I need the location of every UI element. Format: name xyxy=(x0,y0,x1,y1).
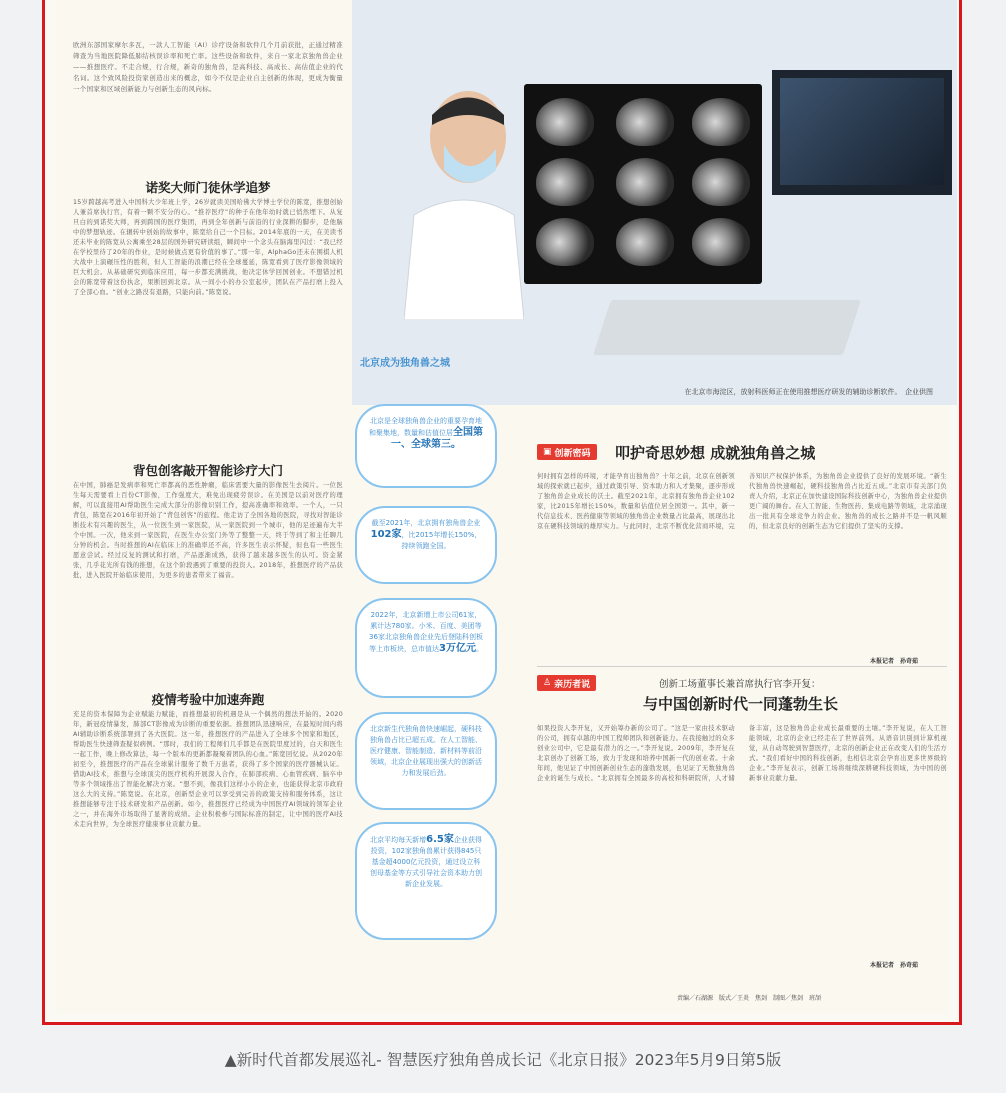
article1-title: 叩护奇思妙想 成就独角兽之城 xyxy=(615,444,816,462)
bubble-5-num: 6.5家 xyxy=(426,834,454,845)
bubble-fact-1 xyxy=(355,404,497,488)
article1-text: 何时拥有怎样的环境，才能孕育出独角兽？十年之前，北京在创新领域的探索就已起步，通过政策引导、资本助力和人才集聚，逐步形成了独角兽企业成长的沃土。截至2021年，北京拥有独角兽企业102家，比2015年增长150%，数量和估值位居全国第一。其中，新一代信息技术、医药健康等领域的独角兽企业数量占比最高，展现出北京在硬科技领域的雄厚实力。与此同时，北京不断优化营商环境，完善知识产权保护体系，为独角兽企业提供了良好的发展环境。“新生代独角兽快速崛起，硬科技独角兽占比近五成。”北京市有关部门负责人介绍，北京正在加快建设国际科技创新中心，为独角兽企业提供更广阔的舞台。在人工智能、生物医药、集成电路等领域，北京涌现出一批具有全球竞争力的企业。独角兽的成长之路并不是一帆风顺的，但北京良好的创新生态为它们提供了坚实的支撑。 xyxy=(537,473,947,530)
section2-heading: 背包创客敲开智能诊疗大门 xyxy=(132,463,283,478)
ct-monitor-image xyxy=(524,84,762,284)
bubble-4-pre: 北京新生代独角兽快速崛起，硬科技独角兽占比已超五成。在人工智能、医疗健康、智能制造、新材料等前沿领域，北京企业展现出强大的创新活力和发展后劲。 xyxy=(370,725,482,777)
doctor-photo xyxy=(352,0,957,405)
bubble-2-pre: 截至2021年，北京拥有独角兽企业 xyxy=(371,519,481,527)
section2-text: 在中国，肺癌是发病率和死亡率都高的恶性肿瘤，临床需要大量的影像医生去阅片。一位医生每天需要看上百份CT影像，工作强度大，难免出现疲劳误诊。在美国是以前对医疗的理解，可以直接用AI帮助医生完成大部分的影像识别工作，提高准确率和效率。一个人，一只背包，陈宽在2016年初开始了“背包创客”的旅程。他走访了全国各地的医院，寻找对智能诊断技术有兴趣的医生，从一位医生到一家医院，从一家医院到一个城市，他的足迹遍布大半个中国。一次，他来到一家医院，在医生办公室门外等了整整一天，终于等到了和主任聊几分钟的机会。当时推想的AI在临床上的准确率还不高，许多医生表示怀疑，但也有一些医生愿意尝试。经过反复的测试和打磨，产品逐渐成熟，获得了越来越多医生的认可。资金紧张，几乎花光所有钱的推想，在这个阶段遇到了重要的投资人。2018年，推想医疗的产品获批，进入医院开始临床使用，为更多的患者带来了福音。 xyxy=(73,482,343,579)
tag-witness-label: 亲历者说 xyxy=(554,679,591,690)
bubble-1-pre: 北京是全球独角兽企业的重要孕育地和聚集地，数量和估值位居 xyxy=(369,417,482,437)
article2-editor: 本报记者 孙奇茹 xyxy=(870,962,919,969)
section1-text: 15岁跨越高考进入中国科大少年班上学，26岁就读美国哈佛大学博士学位的陈宽，推想创始人兼首席执行官，有着一颗不安分的心。“推荐医疗”的种子在他年幼时就已悄然埋下。从复旦白的到诺奖大师，再到跨国的医疗集团，再到全年创新与前沿的行业深耕的脚步，是他脑中的梦想轨迹。在辗转中创始的故事中，陈宽给自己一个目标。2014年底的一天，在美读书还未毕业的陈宽从公寓乘坐28层的国外研究研读组，瞬间中一个念头在脑海里闪过：“我已经在学校里待了20年的作业，是时候做点更有价值的事了。”那一年，AlphaGo还未在围棋人机大战中上演碾压性的胜利，但人工智能的浪潮已经在全球蔓延，陈宽看到了医疗影像领域的巨大机会。从基础研究到临床应用，每一步都充满挑战，他决定休学回国创业。不想错过机会的陈宽带着这份执念，果断回到北京。从一间小小的办公室起步，团队在产品打磨上投入了全部心血。“创业之路没有退路，只能向前。”陈宽说。 xyxy=(73,199,343,296)
intro-text: 欧洲东部国家摩尔多瓦，一款人工智能（AI）诊疗设备和软件几个月前获批，正通过精准筛查为当地医院降低肺结核误诊率和死亡率。这些设备和软件，来自一家北京独角兽企业——推想医疗。不走合规，行合规，新奇的独角兽，是高科技、高成长、高估值企业的代名词。这个致风险投资家创造出来的概念，如今不仅是企业自主创新的体现，更成为衡量一个国家和区域创新能力与创新生态的风向标。 xyxy=(73,41,343,93)
bubble-fact-2 xyxy=(355,506,497,584)
bubble-3-num: 3万亿元 xyxy=(439,643,476,654)
section3-heading: 疫情考验中加速奔跑 xyxy=(151,692,265,707)
bubble-fact-5 xyxy=(355,822,497,940)
newspaper-page xyxy=(55,0,949,1014)
bubble-2-num: 102家 xyxy=(370,529,402,540)
bubble-5-post: 企业获得投资，102家独角兽累计获得845只基金超4000亿元投资，通过设立科创母基金等方式引导社会资本助力创新企业发展。 xyxy=(370,836,482,888)
newspaper-frame xyxy=(42,0,962,1025)
bubble-2-post: ，比2015年增长150%，持续领跑全国。 xyxy=(401,531,482,550)
section1-heading: 诺奖大师门徒休学追梦 xyxy=(145,180,271,195)
article-divider xyxy=(537,666,947,667)
article2-title: 与中国创新时代一同蓬勃生长 xyxy=(643,695,839,713)
bubble-1-post: 全国第一、全球第三。 xyxy=(391,427,483,450)
article2-text: 如果投资人李开复，又开始筹办新的公司了。“这是一家由技术驱动的公司，拥有卓越的中国工程师团队和创新能力。在我接触过的众多创业公司中，它是最有潜力的之一。”李开复说。2009年，李开复在北京创办了创新工场，致力于发现和培养中国新一代的创业者。十余年间，他见证了中国创新创业生态的蓬勃发展，也见证了无数独角兽企业的诞生与成长。“北京拥有全国最多的高校和科研院所，人才储备丰富，这是独角兽企业成长最重要的土壤。”李开复说，在人工智能领域，北京的企业已经走在了世界前列。从语音识别到计算机视觉，从自动驾驶到智慧医疗，北京的创新企业正在改变人们的生活方式。“我们看好中国的科技创新，也相信北京会孕育出更多世界级的企业。”李开复表示，创新工场将继续深耕硬科技领域，为中国的创新事业贡献力量。 xyxy=(537,725,947,782)
bubble-fact-3 xyxy=(355,598,497,698)
doctor-figure xyxy=(404,45,524,320)
article1-editor: 本报记者 孙奇茹 xyxy=(870,658,919,665)
image-caption: ▲新时代首都发展巡礼- 智慧医疗独角兽成长记《北京日报》2023年5月9日第5版 xyxy=(224,1051,782,1069)
bubble-fact-4 xyxy=(355,712,497,810)
section3-text: 充足的资本保障为企业赋能力赋能，而推想最初的机遇是从一个偶然的想法开始的。2020年，新冠疫情暴发，肺部CT影像成为诊断的重要依据。推想团队迅速响应，在最短时间内将AI辅助诊断系统部署到了各大医院。这一年，推想医疗的产品进入了全球多个国家和地区，帮助医生快速筛查疑似病例。“那时，我们的工程师们几乎都是在医院里度过的，白天和医生一起工作，晚上修改算法，每一个版本的更新都凝聚着团队的心血。”陈宽回忆说。从2020年初至今，推想医疗的产品在全球累计服务了数千万患者，获得了多个国家的医疗器械认证。借助AI技术，推想与全球顶尖的医疗机构开展深入合作，在肺部疾病、心血管疾病、脑卒中等多个领域推出了智能化解决方案。“想不到，像我们这样小小的企业，也能获得北京市政府这么大的支持。”陈宽说。在北京，创新型企业可以享受到完善的政策支持和服务体系，这让推想能够专注于技术研发和产品创新。如今，推想医疗已经成为中国医疗AI领域的领军企业之一，并在海外市场取得了显著的成绩。企业积极参与国际标准的制定，让中国的医疗AI技术走向世界，为全球医疗健康事业贡献力量。 xyxy=(73,711,343,828)
tag-witness xyxy=(537,675,596,691)
page-credits: 责编／石湖源 版式／王炎 焦剑 制图／焦剑 班頡 xyxy=(677,995,822,1002)
bubble-3-pre: 2022年，北京新增上市公司61家，累计达780家。小米、百度、美团等36家北京独角兽企业先后登陆科创板等上市板块，总市值达 xyxy=(369,611,483,653)
tag-innovation xyxy=(537,444,597,460)
tag-innovation-label: 创新密码 xyxy=(554,448,591,459)
person-icon: ♙ xyxy=(543,678,552,688)
bubble-title: 北京成为独角兽之城 xyxy=(360,358,450,369)
article2-subtitle: 创新工场董事长兼首席执行官李开复： xyxy=(659,679,821,690)
bubble-5-pre: 北京平均每天新增 xyxy=(370,836,427,844)
badge-icon: ▣ xyxy=(543,447,552,457)
keyboard-image xyxy=(593,300,861,355)
photo-caption: 在北京市海淀区，放射科医师正在使用推想医疗研发的辅助诊断软件。 企业供图 xyxy=(684,388,933,396)
laptop-image xyxy=(772,70,952,195)
bubble-3-post: 。 xyxy=(475,645,483,653)
